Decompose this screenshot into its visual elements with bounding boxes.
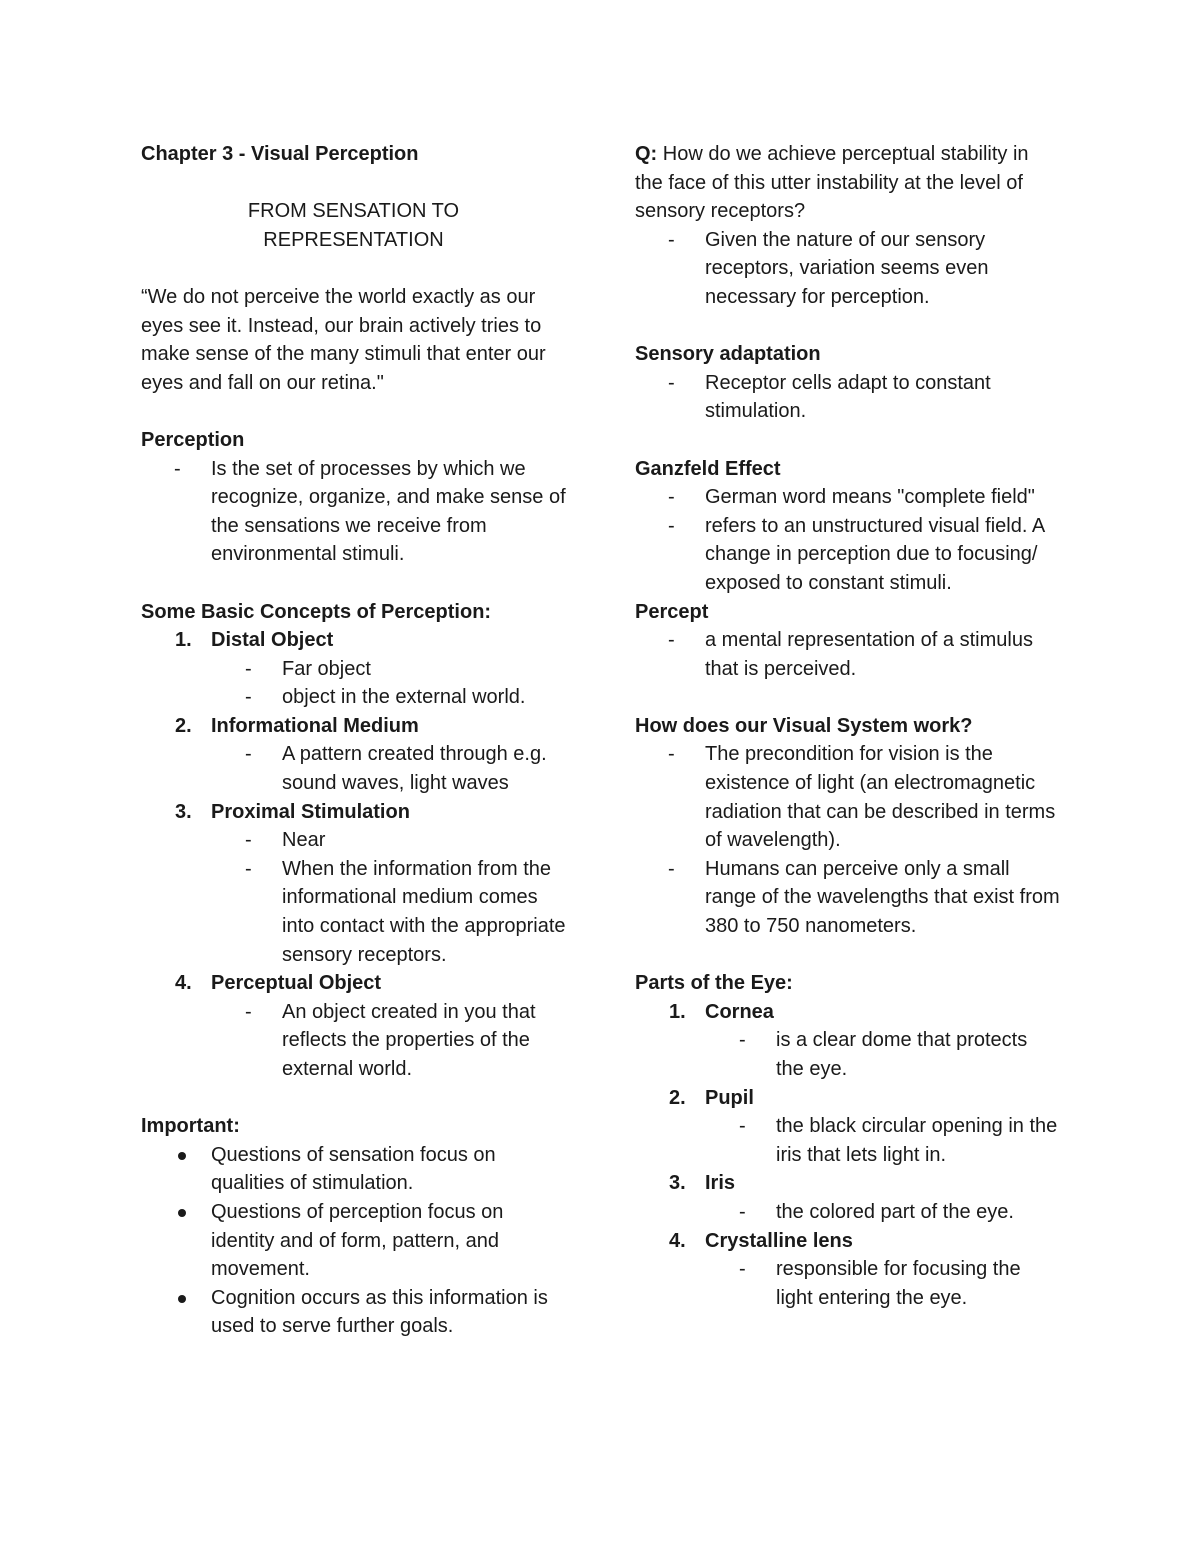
- list-number: 2.: [669, 1086, 686, 1109]
- ganzfeld-text: German word means "complete field": [705, 486, 1035, 509]
- visual-system-text: The precondition for vision is the existence of light (an electromagnetic radiation that can be described in terms of wavelength).: [705, 743, 1056, 852]
- concept-sub-item: [141, 855, 566, 969]
- eye-part-text: is a clear dome that protects the eye.: [776, 1029, 1028, 1080]
- dash-marker: -: [739, 1258, 746, 1281]
- dash-marker: -: [668, 228, 675, 251]
- important-bullet-text: Questions of sensation focus on qualities of stimulation.: [211, 1143, 496, 1195]
- dash-marker: -: [739, 1200, 746, 1223]
- eye-part-text: the colored part of the eye.: [776, 1200, 1014, 1223]
- eye-part-cornea: [635, 998, 1060, 1027]
- concept-label: Proximal Stimulation: [211, 800, 410, 823]
- list-number: 3.: [669, 1172, 686, 1195]
- important-bullet: [141, 1284, 566, 1341]
- concept-sub-text: object in the external world.: [282, 686, 526, 709]
- concept-label: Informational Medium: [211, 714, 419, 737]
- percept-heading: Percept: [635, 600, 709, 623]
- concept-sub-item: [141, 655, 566, 684]
- dash-marker: -: [245, 743, 252, 766]
- bullet-dot: [178, 1209, 186, 1217]
- stability-question: [635, 140, 1060, 226]
- dash-marker: -: [668, 743, 675, 766]
- dash-marker: -: [245, 657, 252, 680]
- opening-quote: “We do not perceive the world exactly as our eyes see it. Instead, our brain actively tries to make sense of the many stimuli that enter our eyes and fall on our retina.": [141, 285, 546, 394]
- percept-text: a mental representation of a stimulus that is perceived.: [705, 629, 1033, 680]
- question-prefix: Q:: [635, 143, 658, 165]
- concept-sub-text: A pattern created through e.g. sound waves, light waves: [282, 743, 547, 795]
- eye-part-label: Cornea: [705, 1000, 774, 1023]
- eye-part-iris: [635, 1169, 1060, 1198]
- eye-part-label: Crystalline lens: [705, 1229, 853, 1252]
- section-title-line-2: REPRESENTATION: [263, 228, 444, 251]
- eye-part-description: [635, 1112, 1060, 1169]
- list-number: 2.: [175, 714, 192, 737]
- concept-label: Distal Object: [211, 629, 334, 652]
- concept-sub-item: [141, 683, 566, 712]
- eye-part-label: Pupil: [705, 1086, 754, 1109]
- eye-part-description: [635, 1026, 1060, 1083]
- dash-marker: -: [739, 1029, 746, 1052]
- question-answer: [635, 226, 1060, 312]
- perception-heading: Perception: [141, 428, 245, 451]
- chapter-title: Chapter 3 - Visual Perception: [141, 143, 419, 165]
- concept-item-proximal-stimulation: [141, 798, 566, 827]
- section-title-line-1: FROM SENSATION TO: [247, 200, 460, 223]
- visual-system-text: Humans can perceive only a small range of the wavelengths that exist from 380 to 750 nanometers.: [705, 857, 1060, 938]
- list-number: 4.: [669, 1229, 686, 1252]
- list-number: 1.: [669, 1000, 686, 1023]
- list-number: 1.: [175, 629, 192, 652]
- list-number: 4.: [175, 972, 192, 995]
- important-bullet: [141, 1141, 566, 1198]
- list-number: 3.: [175, 800, 192, 823]
- important-bullet-text: Cognition occurs as this information is used to serve further goals.: [211, 1286, 548, 1338]
- bullet-dot: [178, 1295, 186, 1303]
- dash-marker: -: [668, 514, 675, 537]
- eye-part-text: responsible for focusing the light entering the eye.: [776, 1258, 1021, 1309]
- concept-item-informational-medium: [141, 712, 566, 741]
- visual-system-item: [635, 855, 1060, 941]
- dash-marker: -: [245, 857, 252, 880]
- important-heading: Important:: [141, 1115, 240, 1138]
- right-column: [635, 140, 1060, 1312]
- question-text: How do we achieve perceptual stability in the face of this utter instability at the level of sensory receptors?: [635, 143, 1029, 223]
- left-column: [141, 140, 566, 1341]
- concept-item-perceptual-object: [141, 969, 566, 998]
- perception-definition: [141, 455, 566, 569]
- bullet-dot: [178, 1152, 186, 1160]
- question-answer-text: Given the nature of our sensory receptors, variation seems even necessary for perception.: [705, 228, 989, 308]
- sensory-adaptation-item: [635, 369, 1060, 426]
- perception-definition-text: Is the set of processes by which we recognize, organize, and make sense of the sensations we receive from environmental stimuli.: [211, 457, 566, 566]
- sensory-adaptation-text: Receptor cells adapt to constant stimulation.: [705, 371, 991, 423]
- ganzfeld-item: [635, 512, 1060, 598]
- eye-part-label: Iris: [705, 1172, 736, 1195]
- dash-marker: -: [739, 1115, 746, 1138]
- concept-sub-item: [141, 740, 566, 797]
- eye-part-text: the black circular opening in the iris that lets light in.: [776, 1115, 1058, 1166]
- sensory-adaptation-heading: Sensory adaptation: [635, 343, 821, 366]
- important-bullet: [141, 1198, 566, 1284]
- concept-label: Perceptual Object: [211, 972, 382, 995]
- ganzfeld-heading: Ganzfeld Effect: [635, 457, 781, 480]
- concept-sub-item: [141, 826, 566, 855]
- dash-marker: -: [668, 857, 675, 880]
- ganzfeld-text: refers to an unstructured visual field. A change in perception due to focusing/ exposed to constant stimuli.: [705, 514, 1045, 594]
- percept-item: [635, 626, 1060, 683]
- eye-part-description: [635, 1198, 1060, 1227]
- dash-marker: -: [245, 686, 252, 709]
- dash-marker: -: [245, 829, 252, 852]
- visual-system-item: [635, 740, 1060, 854]
- concept-sub-text: An object created in you that reflects the properties of the external world.: [282, 1000, 536, 1080]
- eye-part-pupil: [635, 1084, 1060, 1113]
- visual-system-heading: How does our Visual System work?: [635, 714, 973, 737]
- concept-sub-text: Far object: [282, 657, 371, 680]
- concepts-heading: Some Basic Concepts of Perception:: [141, 600, 492, 623]
- concept-sub-text: When the information from the informational medium comes into contact with the appropriate sensory receptors.: [282, 857, 566, 966]
- dash-marker: -: [668, 371, 675, 394]
- eye-part-description: [635, 1255, 1060, 1312]
- dash-marker: -: [245, 1000, 252, 1023]
- concept-item-distal-object: [141, 626, 566, 655]
- ganzfeld-item: [635, 483, 1060, 512]
- concept-sub-item: [141, 998, 566, 1084]
- eye-part-crystalline-lens: [635, 1227, 1060, 1256]
- dash-marker: -: [668, 629, 675, 652]
- important-bullet-text: Questions of perception focus on identity and of form, pattern, and movement.: [211, 1200, 504, 1281]
- concept-sub-text: Near: [282, 829, 326, 852]
- dash-marker: -: [174, 457, 181, 480]
- dash-marker: -: [668, 486, 675, 509]
- eye-parts-heading: Parts of the Eye:: [635, 972, 793, 995]
